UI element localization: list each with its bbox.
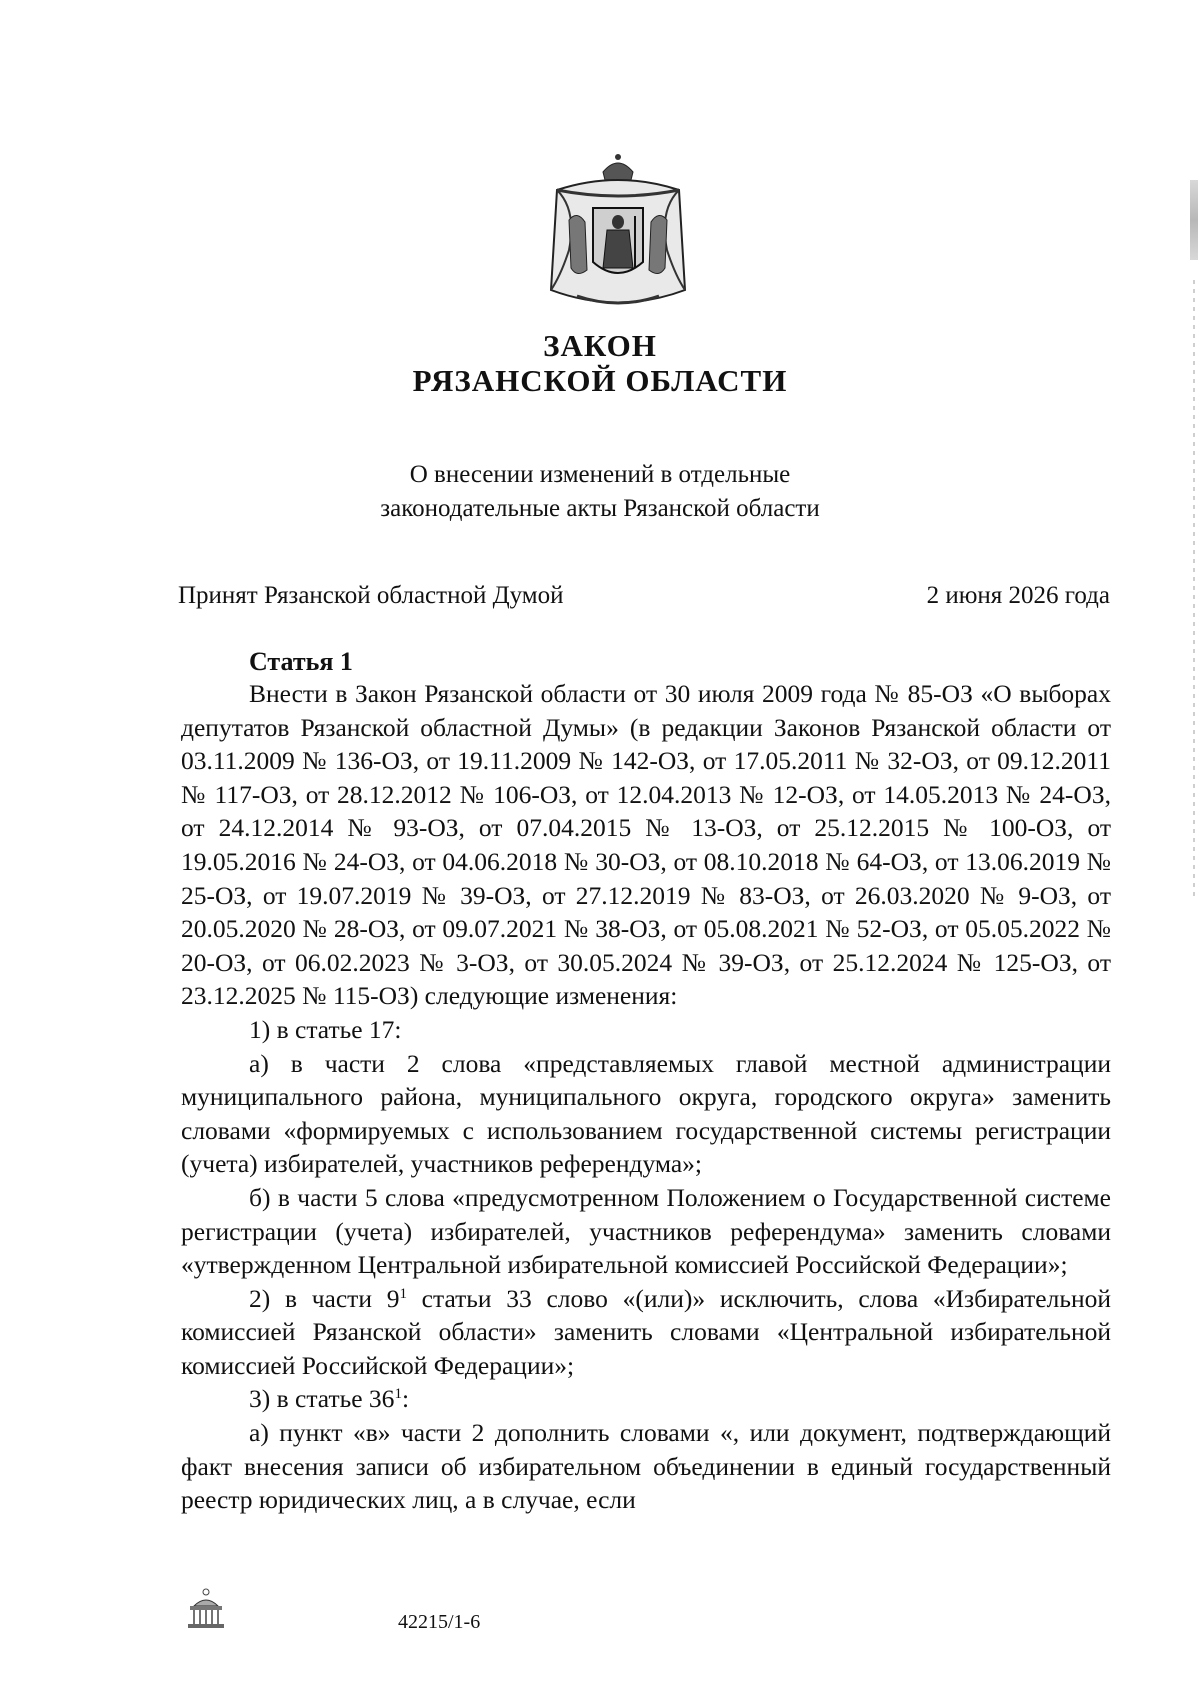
scan-edge-mark [1190,180,1198,260]
paragraph-item-1a: а) в части 2 слова «представляемых главой местной администрации муниципального района, муниципального округа, городского округа» заменить словами «формируемых с использованием государственной системы регистрации (учета) избирателей, участников референдума»; [181,1048,1111,1179]
law-subject-line1: О внесении изменений в отдельные [409,461,791,488]
adopted-by: Принят Рязанской областной Думой [178,582,564,609]
coat-of-arms-emblem [547,150,689,312]
paragraph-item-1b: б) в части 5 слова «предусмотренном Положением о Государственной системе регистрации (учета) избирателей, участников референдума» заменить словами «утвержденном Центральной избирательной комиссией Российской Федерации»; [181,1182,1111,1280]
paragraph-item-3-rest: : [401,1384,410,1414]
adopted-date: 2 июня 2026 года [926,582,1110,609]
paragraph-item-3a: а) пункт «в» части 2 дополнить словами «, или документ, подтверждающий факт внесения записи об избирательном объединении в единый государственный реестр юридических лиц, а в случае, если [181,1418,1111,1515]
article-body [181,677,1111,1517]
paragraph-intro: Внести в Закон Рязанской области от 30 июля 2009 года № 85-ОЗ «О выборах депутатов Рязанской областной Думы» (в редакции Законов Рязанской области от 03.11.2009 № 136-ОЗ, от 19.11.2009 № 142-ОЗ, от 17.05.2011 № 32-ОЗ, от 09.12.2011 № 117-ОЗ, от 28.12.2012 № 106-ОЗ, от 12.04.2013 № 12-ОЗ, от 14.05.2013 № 24-ОЗ, от 24.12.2014 № 93-ОЗ, от 07.04.2015 № 13-ОЗ, от 25.12.2015 № 100-ОЗ, от 19.05.2016 № 24-ОЗ, от 04.06.2018 № 30-ОЗ, от 08.10.2018 № 64-ОЗ, от 13.06.2019 № 25-ОЗ, от 19.07.2019 № 39-ОЗ, от 27.12.2019 № 83-ОЗ, от 26.03.2020 № 9-ОЗ, от 20.05.2020 № 28-ОЗ, от 09.07.2021 № 38-ОЗ, от 05.08.2021 № 52-ОЗ, от 05.05.2022 № 20-ОЗ, от 06.02.2023 № 3-ОЗ, от 30.05.2024 № 39-ОЗ, от 25.12.2024 № 125-ОЗ, от 23.12.2025 № 115-ОЗ) следующие изменения: [181,679,1111,1011]
duma-building-logo [184,1586,228,1634]
superscript-1: 1 [399,1285,407,1302]
law-subject-line2: законодательные акты Рязанской области [380,495,820,522]
article-heading: Статья 1 [249,647,353,676]
superscript-2: 1 [394,1386,402,1403]
law-title-line2: РЯЗАНСКОЙ ОБЛАСТИ [412,363,788,398]
paragraph-item-1: 1) в статье 17: [249,1014,402,1044]
paragraph-item-2 [181,1282,1111,1383]
law-title-line1: ЗАКОН [543,328,657,363]
paragraph-item-3 [181,1382,1111,1416]
document-code: 42215/1-6 [398,1611,481,1633]
paragraph-item-3-start: 3) в статье 36 [249,1384,395,1414]
paragraph-item-2-rest: статьи 33 слово «(или)» исключить, слова «Избирательной комиссией Рязанской области» заменить словами «Центральной избирательной комиссией Российской Федерации»; [181,1283,1111,1380]
paragraph-item-2-start: 2) в части 9 [249,1283,400,1313]
